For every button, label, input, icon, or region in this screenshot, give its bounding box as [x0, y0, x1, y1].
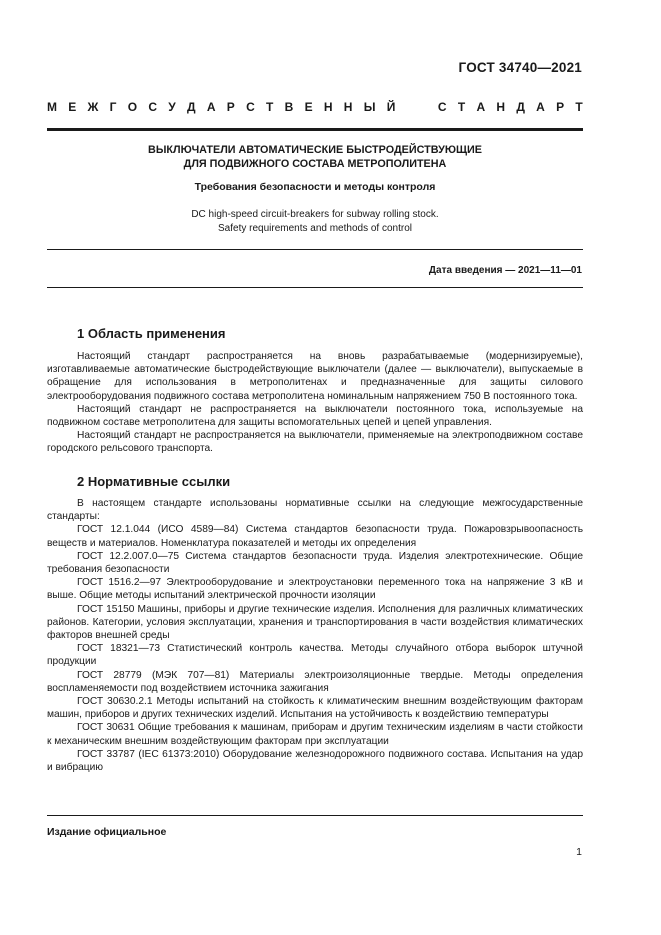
- reference-item: ГОСТ 18321—73 Статистический контроль качества. Методы случайного отбора выборок штучной продукции: [47, 643, 583, 668]
- banner-letter: С: [437, 100, 447, 114]
- title-divider: [47, 249, 583, 250]
- reference-item: ГОСТ 15150 Машины, приборы и другие технические изделия. Исполнения для различных климатических районов. Категории, условия эксплуатации, хранения и транспортирования в части воздействия климатических факторов внешней среды: [47, 603, 583, 642]
- date-divider: [47, 287, 583, 288]
- banner-letter: Н: [343, 100, 353, 114]
- banner-letter: Е: [68, 100, 77, 114]
- section-1-heading: 1 Область применения: [77, 326, 226, 341]
- page-number: 1: [576, 846, 582, 858]
- english-title-line-2: Safety requirements and methods of control: [218, 222, 412, 234]
- reference-item: ГОСТ 12.1.044 (ИСО 4589—84) Система стандартов безопасности труда. Пожаровзрывоопасность веществ и материалов. Номенклатура показателей и методы их определения: [47, 524, 583, 549]
- introduction-date: Дата введения — 2021—11—01: [428, 265, 582, 276]
- banner-letter: А: [536, 100, 545, 114]
- reference-item: ГОСТ 28779 (МЭК 707—81) Материалы электроизоляционные твердые. Методы определения воспламеняемости под воздействием источника зажигания: [47, 669, 583, 694]
- title-line-1: ВЫКЛЮЧАТЕЛИ АВТОМАТИЧЕСКИЕ БЫСТРОДЕЙСТВУЮЩИЕ: [148, 144, 482, 156]
- interstate-standard-banner: [47, 100, 583, 114]
- banner-letter: М: [47, 100, 57, 114]
- banner-letter: Г: [109, 100, 117, 114]
- section-2-body: [47, 497, 583, 774]
- reference-item: ГОСТ 1516.2—97 Электрооборудование и электроустановки переменного тока на напряжение 3 кВ и выше. Общие методы испытаний электрической прочности изоляции: [47, 577, 583, 602]
- section-1-body: [47, 350, 583, 456]
- banner-letter: Т: [266, 100, 274, 114]
- banner-letter: Р: [556, 100, 565, 114]
- title-line-2: ДЛЯ ПОДВИЖНОГО СОСТАВА МЕТРОПОЛИТЕНА: [183, 158, 447, 170]
- document-subtitle: Требования безопасности и методы контроля: [194, 181, 436, 193]
- banner-letter: Н: [496, 100, 506, 114]
- banner-letter: С: [246, 100, 255, 114]
- banner-letter: В: [284, 100, 294, 114]
- official-edition-label: Издание официальное: [47, 826, 167, 838]
- banner-letter: Е: [304, 100, 313, 114]
- header-divider: [47, 128, 583, 131]
- banner-letter: Т: [575, 100, 583, 114]
- document-title: [47, 143, 583, 171]
- reference-item: ГОСТ 30631 Общие требования к машинам, приборам и другим техническим изделиям в части стойкости к механическим внешним воздействующим факторам при эксплуатации: [47, 722, 583, 747]
- section-1-paragraph: Настоящий стандарт не распространяется на выключатели, применяемые на электроподвижном составе городского рельсового транспорта.: [47, 430, 583, 455]
- banner-letter: Ж: [87, 100, 99, 114]
- reference-item: ГОСТ 30630.2.1 Методы испытаний на стойкость к климатическим внешним воздействующим факторам машин, приборов и других технических изделий. Испытания на устойчивость к воздействию температуры: [47, 696, 583, 721]
- reference-item: ГОСТ 33787 (IEC 61373:2010) Оборудование железнодорожного подвижного состава. Испытания на удар и вибрацию: [47, 748, 583, 774]
- banner-letter: С: [148, 100, 158, 114]
- banner-letter: Й: [386, 100, 396, 114]
- banner-letter: Д: [516, 100, 525, 114]
- banner-letter: Р: [226, 100, 235, 114]
- banner-letter: О: [127, 100, 138, 114]
- banner-letter: А: [476, 100, 486, 114]
- section-1-paragraph: Настоящий стандарт распространяется на вновь разрабатываемые (модернизируемые), изготавливаемые автоматические быстродействующие выключатели (далее — выключатели), выпускаемые в обращение для использования в метрополитенах и предназначенные для защиты силового электрооборудования подвижного состава метрополитена номинальным напряжением 750 В постоянного тока.: [47, 351, 583, 402]
- english-title-line-1: DC high-speed circuit-breakers for subway rolling stock.: [191, 209, 439, 220]
- banner-gap: [407, 100, 427, 114]
- section-2-paragraph: В настоящем стандарте использованы нормативные ссылки на следующие межгосударственные стандарты:: [47, 498, 583, 523]
- banner-letter: Н: [323, 100, 333, 114]
- banner-letter: У: [168, 100, 176, 114]
- section-1-paragraph: Настоящий стандарт не распространяется на выключатели постоянного тока, используемые на подвижном составе метрополитена для защиты вспомогательных цепей и цепей управления.: [47, 403, 583, 429]
- footer-divider: [47, 815, 583, 816]
- banner-letter: Д: [187, 100, 196, 114]
- banner-letter: Ы: [363, 100, 376, 114]
- gost-number: ГОСТ 34740—2021: [458, 60, 582, 75]
- reference-item: ГОСТ 12.2.007.0—75 Система стандартов безопасности труда. Изделия электротехнические. Общие требования безопасности: [47, 550, 583, 576]
- banner-letter: А: [206, 100, 216, 114]
- english-title: [47, 208, 583, 235]
- banner-letter: Т: [457, 100, 466, 114]
- section-2-heading: 2 Нормативные ссылки: [77, 474, 231, 489]
